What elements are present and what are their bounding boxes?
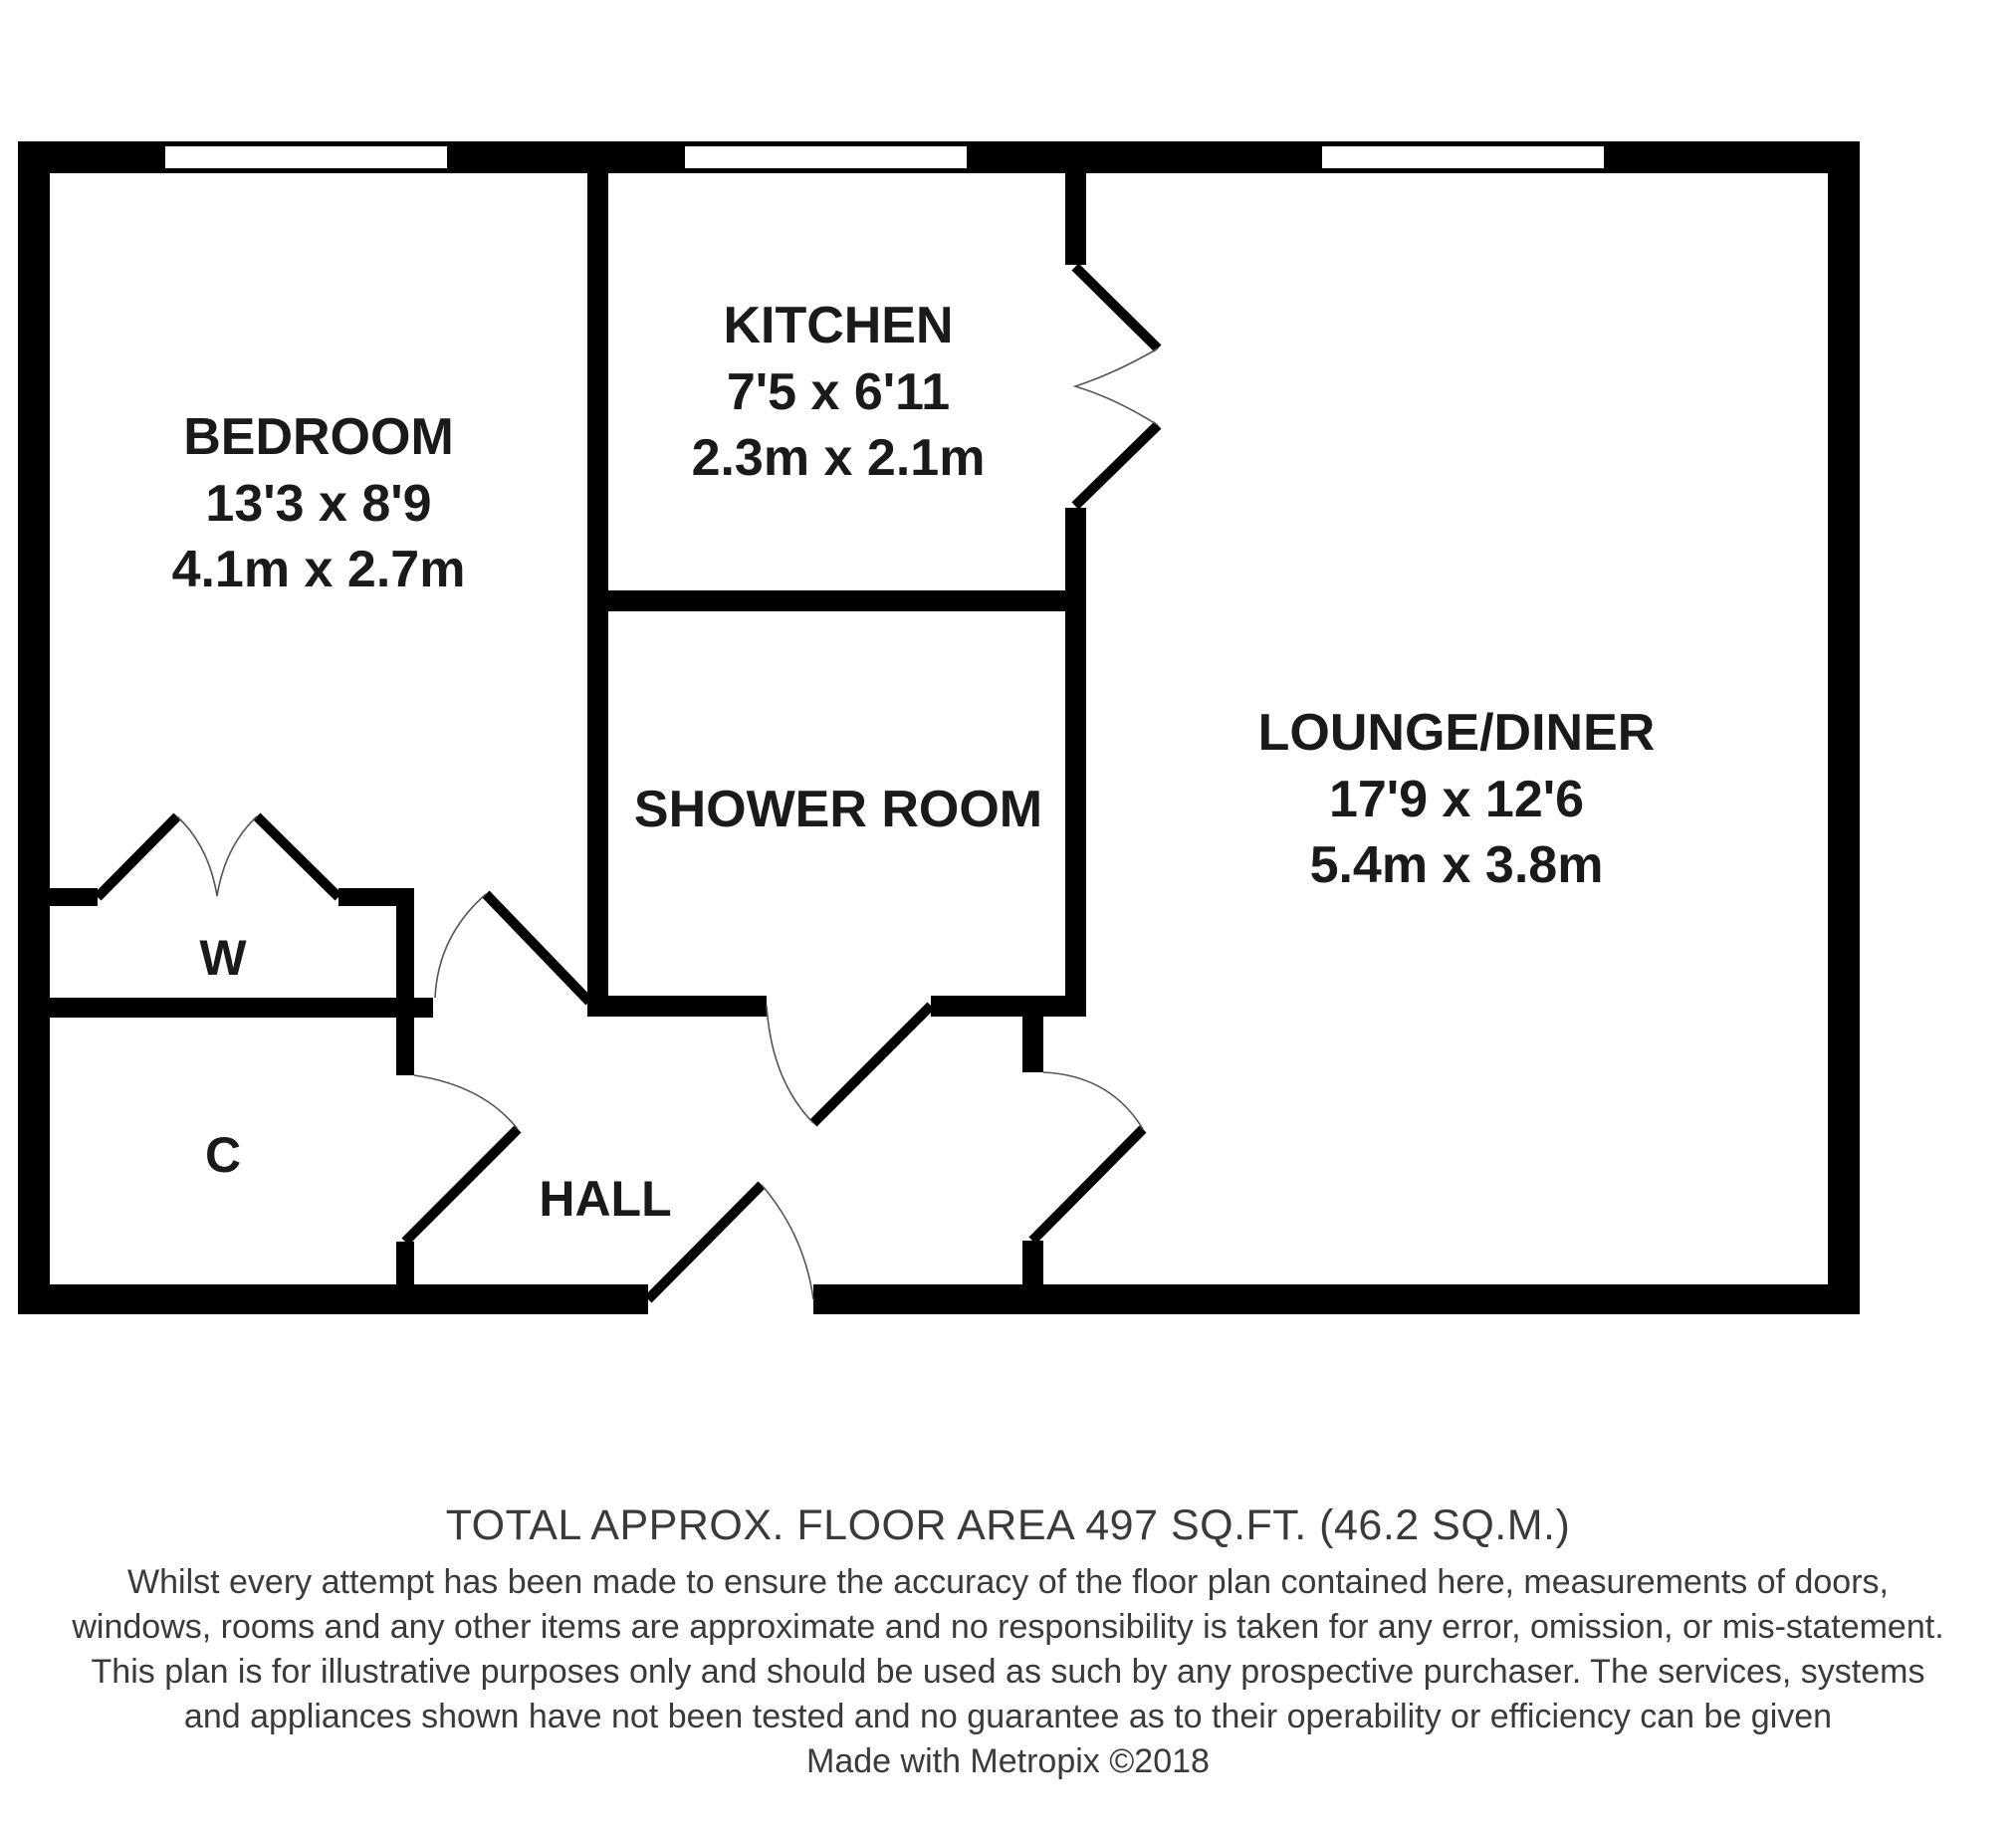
- disclaimer-text: Whilst every attempt has been made to ensure the accuracy of the floor plan contained here, measurements of doors, windows, rooms and any other items are approximate and no responsibility is taken for any error, omission, or mis-statement. This plan is for illustrative purposes only and should be used as such by any prospective purchaser. The services, systems and appliances shown have not been tested and no guarantee as to their operability or efficiency can be given: [72, 1563, 1944, 1735]
- kitchen-label: [692, 293, 986, 492]
- lounge-door-leaf: [1032, 1129, 1143, 1241]
- shower-door-swing: [767, 1006, 813, 1123]
- kitchen-door-leaf-upper: [1075, 267, 1158, 348]
- shower-room-label: [634, 777, 1042, 843]
- floor-plan-footer: [0, 1501, 2016, 1783]
- shower-wall-bottom-left: [587, 996, 767, 1017]
- cupboard-wall-lower: [396, 1242, 414, 1294]
- wardrobe-cupboard-divider: [50, 998, 433, 1018]
- wardrobe-wall-side: [396, 888, 414, 1006]
- lounge-diner-label: [1258, 700, 1656, 899]
- outer-wall-right: [1828, 141, 1860, 1314]
- wardrobe-door-leaf-right: [257, 816, 338, 897]
- cupboard-wall-upper: [396, 1018, 414, 1075]
- bedroom-metric: 4.1m x 2.7m: [171, 541, 466, 599]
- cupboard-door-swing: [414, 1075, 518, 1129]
- kitchen-metric: 2.3m x 2.1m: [691, 429, 986, 488]
- total-floor-area: TOTAL APPROX. FLOOR AREA 497 SQ.FT. (46.2 SQ.M.): [445, 1501, 1571, 1549]
- made-with-credit: Made with Metropix ©2018: [806, 1741, 1210, 1780]
- kitchen-door-swing: [1075, 348, 1158, 425]
- entrance-door-swing: [762, 1185, 813, 1299]
- lounge-diner-name: LOUNGE/DINER: [1257, 704, 1656, 762]
- bedroom-window: [164, 145, 448, 169]
- lounge-door-jamb-upper: [1022, 1017, 1043, 1072]
- cupboard-name: C: [204, 1127, 242, 1183]
- bedroom-door-swing: [435, 894, 486, 998]
- lounge-diner-metric: 5.4m x 3.8m: [1309, 836, 1604, 895]
- cupboard-door-leaf: [405, 1129, 518, 1242]
- wardrobe-door-swing: [177, 816, 257, 896]
- bedroom-name: BEDROOM: [183, 408, 454, 466]
- lounge-window: [1321, 145, 1605, 169]
- bedroom-wall: [587, 141, 608, 1008]
- outer-wall-bottom-left: [18, 1284, 648, 1314]
- kitchen-imperial: 7'5 x 6'11: [726, 362, 951, 421]
- wardrobe-label: [199, 926, 246, 990]
- shower-door-leaf: [813, 1006, 931, 1123]
- hall-label: [539, 1167, 671, 1231]
- shower-wall-bottom-right: [931, 996, 1086, 1017]
- kitchen-door-leaf-lower: [1075, 425, 1158, 506]
- bedroom-door-leaf: [486, 894, 589, 1002]
- outer-wall-left: [18, 141, 50, 1314]
- kitchen-east-wall-upper: [1065, 141, 1086, 265]
- hall-name: HALL: [539, 1171, 672, 1227]
- kitchen-window: [684, 145, 968, 169]
- kitchen-name: KITCHEN: [723, 297, 954, 354]
- bedroom-label: [172, 404, 466, 603]
- kitchen-shower-divider: [587, 590, 1086, 611]
- lounge-door-jamb-lower: [1022, 1241, 1043, 1295]
- lounge-door-swing: [1043, 1072, 1143, 1129]
- wardrobe-wall-left: [50, 888, 98, 906]
- wardrobe-name: W: [199, 930, 247, 986]
- cupboard-label: [205, 1123, 241, 1187]
- kitchen-east-wall-lower: [1065, 508, 1086, 1008]
- wardrobe-door-leaf-left: [98, 816, 177, 897]
- bedroom-imperial: 13'3 x 8'9: [205, 474, 432, 533]
- lounge-diner-imperial: 17'9 x 12'6: [1328, 770, 1585, 828]
- outer-wall-bottom-right: [813, 1284, 1860, 1314]
- shower-room-name: SHOWER ROOM: [633, 781, 1043, 838]
